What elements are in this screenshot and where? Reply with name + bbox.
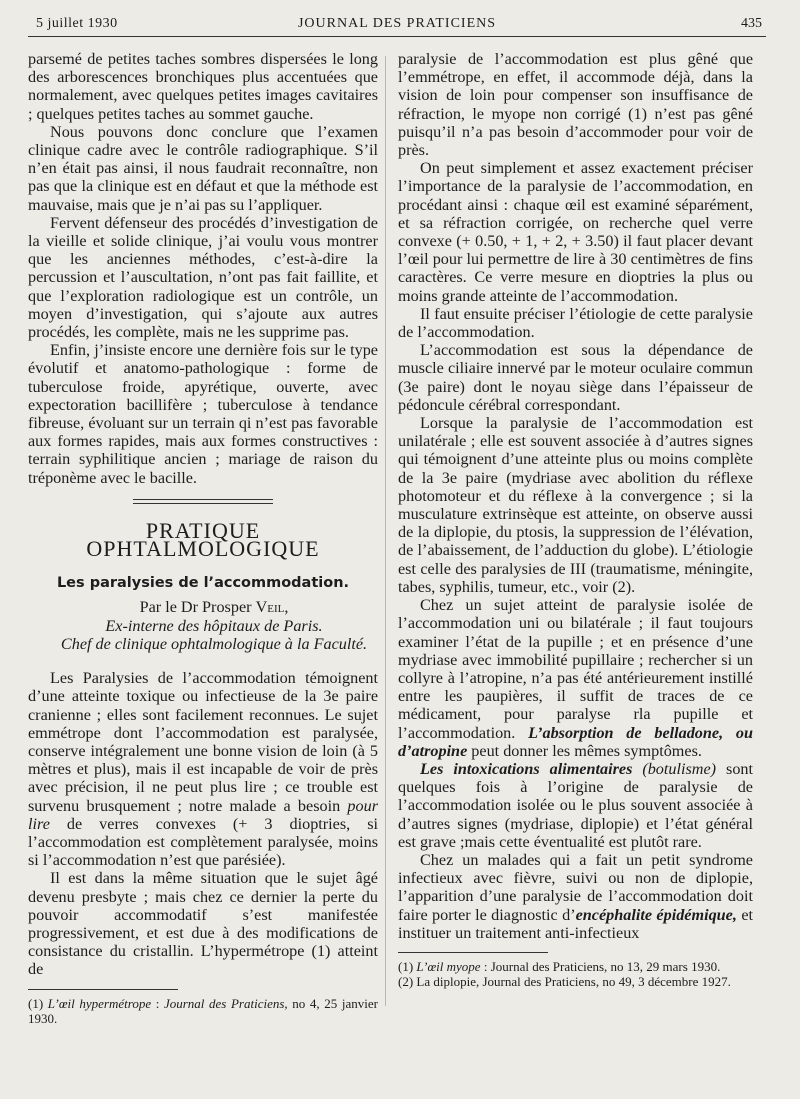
footnote-rule: [28, 989, 178, 990]
running-header: [28, 14, 766, 37]
byline-prefix: Par le Dr Prosper: [139, 598, 252, 617]
paragraph: Chez un malades qui a fait un petit syndrome infectieux avec fièvre, suivi ou non de diplopie, l’apparition d’une paralysie de l’accommodation doit faire porter le diagnostic d’encéphalite épidémique, et instituer un traitement anti-infectieux: [398, 850, 753, 942]
paragraph: Il est dans la même situation que le sujet âgé devenu presbyte ; mais chez ce dernier la perte du pouvoir accommodatif s’est manifestée progressivement, et est due à des modifications de consistance du cristallin. L’hypermétrope (1) atteint de: [28, 869, 378, 979]
author-name: Veil,: [255, 598, 289, 617]
article-title: Les paralysies de l’accommodation.: [56, 575, 350, 592]
column-divider: [385, 56, 386, 1006]
paragraph: L’accommodation est sous la dépendance de muscle ciliaire innervé par le moteur oculaire commun (3e paire) dont le noyau siège dans l’épaisseur de pédoncule cérébral correspondant.: [398, 341, 753, 414]
affiliation-line: Chef de clinique ophtalmologique à la Faculté.: [60, 634, 368, 653]
footnote: (1) L’œil hypermétrope : Journal des Praticiens, no 4, 25 janvier 1930.: [28, 995, 379, 1026]
paragraph: Fervent défenseur des procédés d’investigation de la vieille et solide clinique, j’ai voulu vous montrer que les anciennes méthodes, c’est-à-dire la percussion et l’auscultation, n’ont pas fait faillite, et que l’exploration radiologique est un contrôle, un moyen d’investigation, qui s’ajoute aux autres procédés, les complète, mais ne les supprime pas.: [28, 213, 378, 342]
header-date: 5 juillet 1930: [36, 16, 118, 31]
paragraph: On peut simplement et assez exactement préciser l’importance de la paralysie de l’accommodation, en procédant ainsi : chaque œil est examiné séparément, et sa réfraction corrigée, on recherche quel verre convexe (+ 0.50, + 1, + 2, + 3.50) il faut placer devant l’œil pour lui permettre de lire à 30 centimètres de fins caractères. Ce verre mesure en dioptries la plus ou moins grande atteinte de l’accommodation.: [398, 159, 753, 305]
footnote: (2) La diplopie, Journal des Praticiens, no 49, 3 décembre 1927.: [398, 973, 731, 989]
paragraph: Lorsque la paralysie de l’accommodation est unilatérale ; elle est souvent associée à d’autres signes qui témoignent d’une atteinte plus ou moins complète de la 3e paire (mydriase avec abolition du réflexe photomoteur et du réflexe à la convergence ; si la musculature extrinsèque est atteinte, on observe aussi de la diplopie, du ptosis, la suppression de l’élévation, de l’abaissement, de l’adduction du globe). L’étiologie est celle des paralysies de III (traumatisme, méningite, tabes, syphilis, tumeur, etc., voir (2).: [398, 414, 753, 596]
paragraph: parsemé de petites taches sombres dispersées le long des arborescences bronchiques plus accentuées que normalement, avec quelques petites images cavitaires ; quelques petites taches au sommet gauche.: [28, 50, 378, 123]
paragraph: Nous pouvons donc conclure que l’examen clinique cadre avec le contrôle radiographique. S’il n’en était pas ainsi, il nous faudrait reconnaître, non pas que la clinique est en défaut et que la méthode est mauvaise, mais que je n’ai pas su l’appliquer.: [28, 122, 378, 214]
paragraph: Les intoxications alimentaires (botulisme) sont quelques fois à l’origine de paralysie de l’accommodation isolée ou le plus souvent associée à d’autres signes (mydriase, diplopie) et l’état général est grave ;mais cette éventualité est plutôt rare.: [398, 759, 754, 851]
section-separator: [133, 499, 273, 504]
author-affiliations: [28, 617, 378, 653]
footnote-rule: [398, 952, 548, 953]
section-title: PRATIQUE OPHTALMOLOGIQUE: [86, 517, 320, 562]
right-column: [398, 50, 753, 989]
paragraph: Enfin, j’insiste encore une dernière fois sur le type évolutif et anatomo-pathologique : forme de tuberculose froide, apyrétique, ouverte, avec expectoration bacillifère ; tuberculose à tendance fibreuse, évoluant sur un terrain qi n’est pas favorable aux formes rapides, mais aux formes constructives : terrain syphilitique ancien ; mariage de raison du tréponème avec le bacille.: [28, 341, 378, 487]
paragraph: Il faut ensuite préciser l’étiologie de cette paralysie de l’accommodation.: [398, 304, 753, 342]
header-journal-title: JOURNAL DES PRATICIENS: [297, 16, 497, 31]
paragraph: paralysie de l’accommodation est plus gêné que l’emmétrope, en effet, il accommode déjà, dans la vision de loin pour compenser son insuffisance de réfraction, le myope non corrigé (1) n’est pas gêné puisqu’il n’a pas besoin d’accommoder pour voir de près.: [398, 50, 753, 160]
footnote: (1) L’œil myope : Journal des Praticiens, no 13, 29 mars 1930.: [398, 958, 721, 974]
paragraph: Chez un sujet atteint de paralysie isolée de l’accommodation uni ou bilatérale ; il faut toujours examiner l’état de la pupille ; et en présence d’une mydriase avec immobilité pupillaire ; rechercher si un collyre à l’atropine, n’a pas été antérieurement instillé entre les paupières, il suffit de traces de ce médicament, pour paralyse rla pupille et l’accommodation. L’absorption de belladone, ou d’atropine peut donner les mêmes symptômes.: [398, 596, 753, 760]
paragraph: Les Paralysies de l’accommodation témoignent d’une atteinte toxique ou infectieuse de la 3e paire cranienne ; elles sont facilement reconnues. Le sujet emmétrope dont l’accommodation est paralysée, conserve intégralement une bonne vision de loin (à 5 mètres et plus), mais il est incapable de voir de près avec précision, il ne peut plus lire ; ce trouble est survenu brusquement ; notre malade a besoin pour lire de verres convexes (+ 3 dioptries, si l’accommodation est complètement paralysée, moins si l’accommodation n’est que parésiée).: [28, 669, 379, 870]
left-column: [28, 50, 378, 1026]
author-byline: [28, 598, 378, 616]
header-page-number: 435: [741, 16, 762, 31]
affiliation-line: Ex-interne des hôpitaux de Paris.: [105, 616, 323, 635]
